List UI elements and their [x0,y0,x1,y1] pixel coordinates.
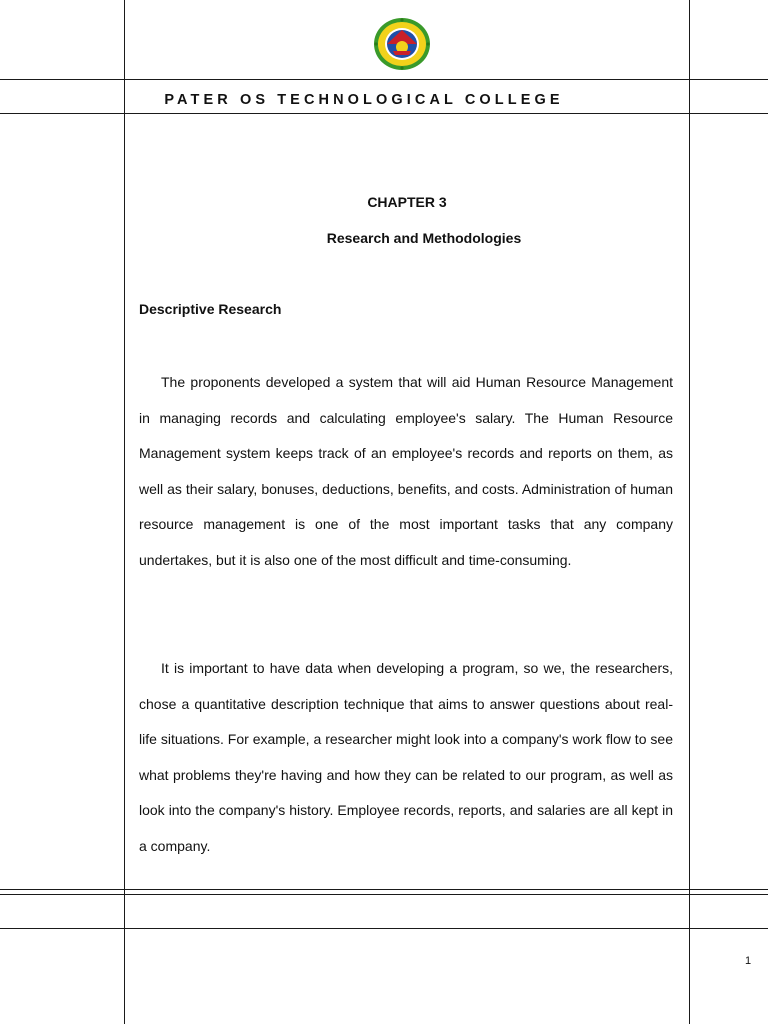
college-name: PATER OS TECHNOLOGICAL COLLEGE [164,92,564,108]
paragraph [139,365,673,579]
header-bottom-line [0,113,768,114]
college-seal-icon [373,17,431,71]
footer-bottom-line [0,928,768,929]
header-top-line [0,79,768,80]
chapter-title: CHAPTER 3 [367,194,447,210]
right-margin-line [689,0,690,1024]
page-number: 1 [745,955,752,967]
section-heading: Descriptive Research [139,301,282,317]
paragraph-text: It is important to have data when developing a program, so we, the researchers, chose a quantitative description technique that aims to answer questions about real-life situations. For example, a researcher might look into a company's work flow to see what problems they're having and how they can be related to our program, as well as look into the company's history. Employee records, reports, and salaries are all kept in a company. [139,660,673,854]
paragraph [139,651,673,865]
footer-mid-line [0,894,768,895]
chapter-subtitle: Research and Methodologies [326,230,522,246]
footer-top-line [0,889,768,890]
college-seal-logo [373,17,431,71]
paragraph-text: The proponents developed a system that will aid Human Resource Management in managing records and calculating employee's salary. The Human Resource Management system keeps track of an employee's records and reports on them, as well as their salary, bonuses, deductions, benefits, and costs. Administration of human resource management is one of the most important tasks that any company undertakes, but it is also one of the most difficult and time-consuming. [139,374,673,568]
left-margin-line [124,0,125,1024]
